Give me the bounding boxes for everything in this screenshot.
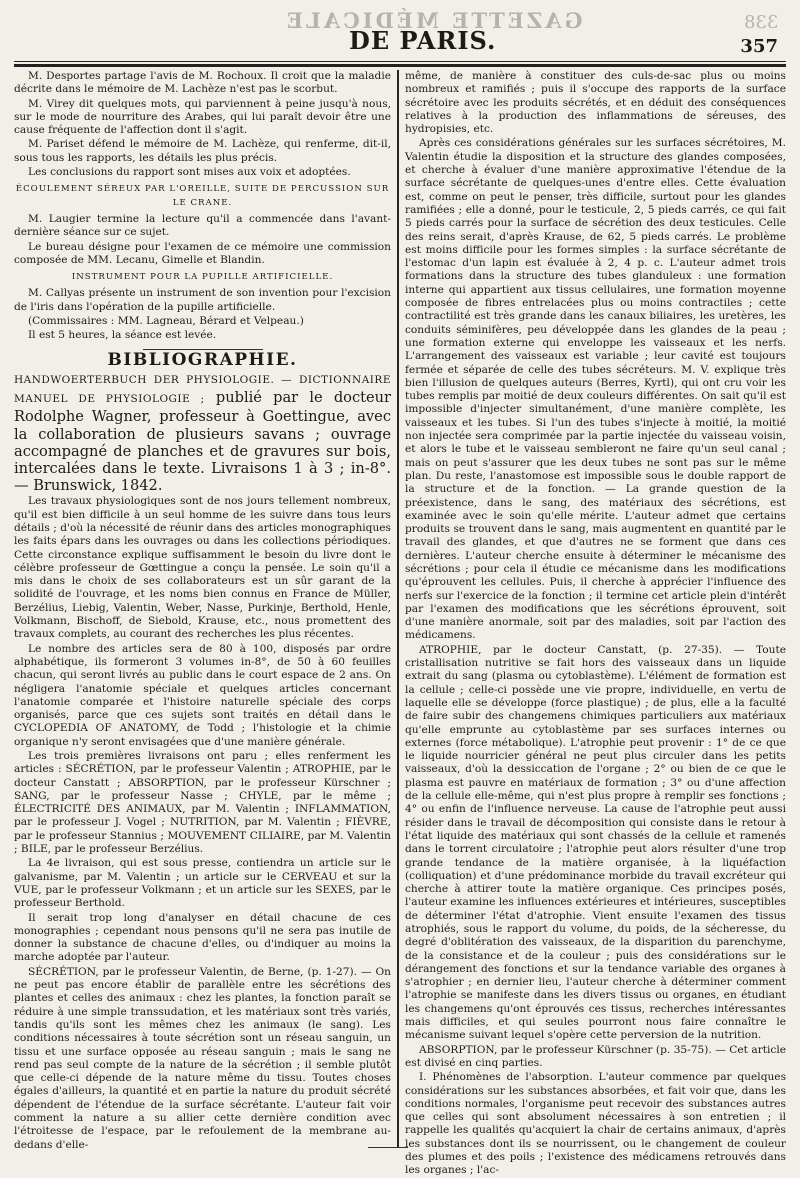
page-number: 357 [740,36,778,57]
paragraph: Les conclusions du rapport sont mises aux voix et adoptées. [28,166,351,179]
paragraph: ATROPHIE, par le docteur Canstatt, (p. 27-35). — Toute cristallisation nutritive se fait hors des vaisseaux dans un liquide extrait du sang (plasma ou cytoblastème). L'élément de formation est la cellule ; celle-ci possède une vie propre, individuelle, en vertu de laquelle elle se développe (force plastique) ; de plus, elle a la faculté de faire subir des changemens chimiques particuliers aux matériaux qu'elle emprunte au cytoblastème par ses surfaces internes ou externes (force métabolique). L'atrophie peut provenir : 1° de ce que le liquide nourricier général ne peut plus circuler dans les petits vaisseaux, d'où la dessiccation de l'organe ; 2° ou bien de ce que le plasma est pauvre en matériaux de formation ; 3° ou d'une affection de la cellule elle-même, qui n'est plus propre à remplir ses fonctions ; 4° ou enfin de l'influence nerveuse. La cause de l'atrophie peut aussi résider dans le travail de décomposition qui consiste dans le retour à l'état liquide des matériaux qui sont chassés de la cellule et ramenés dans le torrent circulatoire ; l'atrophie peut alors résulter d'une trop grande tendance de la matière organisée, à la liquéfaction (colliquation) et d'une prédominance morbide du travail excréteur qui cherche à attirer toute la matière organique. Ces principes posés, l'auteur examine les influences extérieures et intérieures, susceptibles de déterminer l'état d'atrophie. Vient ensuite l'examen des tissus atrophiés, sous le rapport du volume, du poids, de la sécheresse, du degré d'oblitération des vaisseaux, de la disparition du parenchyme, de la consistance et de la couleur ; puis des considérations sur le dérangement des fonctions et sur la tendance variable des organes à s'atrophier ; en dernier lieu, l'auteur cherche à déterminer comment l'atrophie se manifeste dans les divers tissus ou organes, en étudiant les changemens qu'ont éprouvés ces tissus, recherches intéressantes mais difficiles, et qui seules pourront nous faire connaître le mécanisme suivant lequel s'opère cette perversion de la nutrition. [405,643,786,1042]
paragraph: SÉCRÉTION, par le professeur Valentin, de Berne, (p. 1-27). — On ne peut pas encore établir de parallèle entre les sécrétions des plantes et celles des animaux : chez les plantes, la fonction paraît se réduire à une simple transsudation, et les matériaux sont très variés, tandis qu'ils sont les mêmes chez les animaux (le sang). Les conditions nécessaires à toute sécrétion sont un réseau sanguin, un tissu et une surface opposée au réseau sanguin ; mais le sang ne rend pas seul compte de la nature de la sécrétion ; il semble plutôt que celle-ci dépende de la nature même du tissu. Toutes choses égales d'ailleurs, la quantité et en partie la nature du produit sécrété dépendent de l'étendue de la surface sécrétante. L'auteur fait voir comment la nature a su allier cette dernière condition avec l'étroitesse de l'espace, par le refoulement de la membrane au-dedans d'elle- [14,965,391,1151]
paragraph: M. Laugier termine la lecture qu'il a commencée dans l'avant-dernière séance sur ce sujet. [14,212,391,239]
paragraph: M. Desportes partage l'avis de M. Rochoux. Il croit que la maladie décrite dans le mémoire de M. Lachèze n'est pas le scorbut. [14,70,391,96]
section-subheading: ÉCOULEMENT SÉREUX PAR L'OREILLE, SUITE DE PERCUSSION SUR LE CRANE. [15,184,390,208]
header-rule [14,61,786,67]
bleed-through-page-number: 338 [743,12,778,33]
footer-rule [368,1147,408,1148]
paragraph: Les travaux physiologiques sont de nos jours tellement nombreux, qu'il est bien difficile à un seul homme de les suivre dans tous leurs détails ; d'où la nécessité de réunir dans des articles monographiques les faits épars dans les ouvrages ou dans les collections périodiques. Cette circonstance explique suffisamment le besoin du livre dont le célèbre professeur de Gœttingue a conçu la pensée. Le soin qu'il a mis dans le choix de ses collaborateurs est un sûr garant de la solidité de l'ouvrage, et les noms bien connus en France de Müller, Berzélius, Liebig, Valentin, Weber, Nasse, Purkinje, Berthold, Henle, Volkmann, Bischoff, de Siebold, Krause, etc., nous promettent des travaux complets, au courant des recherches les plus récentes. [14,495,391,641]
paragraph: Après ces considérations générales sur les surfaces sécrétoires, M. Valentin étudie la disposition et la structure des glandes composées, et cherche à évaluer d'une manière approximative l'étendue de la surface sécrétante de quelques-unes d'entre elles. Cette évaluation est, comme on peut le penser, très difficile, surtout pour les glandes ramifiées ; elle a donné, pour le testicule, 2, 5 pieds carrés, ce qui fait 5 pieds carrés pour la surface de sécrétion des deux testicules. Celle des reins serait, d'après Krause, de 62, 5 pieds carrés. Le problème est moins difficile pour les formes simples : la surface sécrétante de l'estomac d'un lapin est évaluée à 2, 4 p. c. L'auteur admet trois formations dans la structure des tubes glanduleux : une formation interne qui appartient aux tissus cellulaires, une formation moyenne composée de fibres entrelacées plus ou moins contractiles ; cette contractilité est très grande dans les canaux biliaires, les uretères, les conduits séminifères, peu développée dans les glandes de la peau ; une formation externe qui enveloppe les vaisseaux et les nerfs. L'arrangement des vaisseaux est variable ; leur cavité est toujours fermée et séparée de celle des tubes sécréteurs. M. V. explique très bien l'illusion de quelques auteurs (Berres, Kyrtl), qui ont cru voir les tubes remplis par moitié de deux couleurs différentes. On sait qu'il est impossible d'injecter simultanément, d'une manière complète, les vaisseaux et les tubes. Si l'un des tubes s'injecte à moitié, la moitié non injectée sera comprimée par la partie injectée du vaisseau voisin, et alors le tube et le vaisseau sembleront ne faire qu'un seul canal ; mais on peut s'assurer que les deux tubes ne sont pas sur le même plan. Du reste, l'anastomose est impossible sous le double rapport de la structure et de la fonction. — La grande question de la préexistence, dans le sang, des matériaux des sécrétions, est examinée avec le soin qu'elle mérite. L'auteur admet que certains produits se trouvent dans le sang, mais augmentent en quantité par le travail des glandes, et que d'autres ne se forment que dans ces dernières. L'auteur cherche ensuite à déterminer le mécanisme des sécrétions ; pour cela il étudie ce mécanisme dans les modifications qu'éprouvent les cellules. Puis, il cherche à apprécier l'influence des nerfs sur l'exercice de la fonction ; il termine cet article plein d'intérêt par l'examen des modifications que les sécrétions éprouvent, soit d'une manière anormale, soit par des maladies, soit par l'action des médicamens. [405,137,786,642]
paragraph: Il est 5 heures, la séance est levée. [28,329,217,342]
paragraph: (Commissaires : MM. Lagneau, Bérard et Velpeau.) [28,315,304,328]
journal-title: DE PARIS. [349,26,497,55]
paragraph: Il serait trop long d'analyser en détail chacune de ces monographies ; cependant nous pensons qu'il ne sera pas inutile de donner la substance de chacune d'elles, ou d'indiquer au moins la marche adoptée par l'auteur. [14,911,391,964]
paragraph: même, de manière à constituer des culs-de-sac plus ou moins nombreux et ramifiés ; puis il s'occupe des rapports de la surface sécrétoire avec les produits sécrétés, et en déduit des conséquences relatives à la production des inflammations de séreuses, des hydropisies, etc. [405,70,786,136]
paragraph: Les trois premières livraisons ont paru ; elles renferment les articles : SÉCRÉTION, par le professeur Valentin ; ATROPHIE, par le docteur Canstatt ; ABSORPTION, par le professeur Kürschner ; SANG, par le professeur Nasse ; CHYLE, par le même ; ÉLECTRICITÉ DES ANIMAUX, par M. Valentin ; INFLAMMATION, par le professeur J. Vogel ; NUTRITION, par M. Valentin ; FIÈVRE, par le professeur Stannius ; MOUVEMENT CILIAIRE, par M. Valentin ; BILE, par le professeur Berzélius. [14,750,391,856]
book-title [14,370,391,494]
page-header [14,6,786,56]
book-title-details: publié par le docteur Rodolphe Wagner, professeur à Goettingue, avec la collaboration de plusieurs savans ; ouvrage accompagné de planches et de gravures sur bois, intercalées dans le texte. Livraisons 1 à 3 ; in-8°. — Brunswick, 1842. [14,389,392,495]
bibliography-heading: BIBLIOGRAPHIE. [107,349,298,370]
book-title-caps: HANDWOERTERBUCH DER PHYSIOLOGIE. — DICTIONNAIRE MANUEL DE PHYSIOLOGIE ; [14,373,391,406]
paragraph: I. Phénomènes de l'absorption. L'auteur commence par quelques considérations sur les substances absorbées, et fait voir que, dans les conditions normales, l'organisme peut recevoir des substances autres que celles qui sont absolument nécessaires à son entretien ; il rappelle les qualités qu'acquiert la chair de certains animaux, d'après les substances dont ils se nourrissent, ou le changement de couleur des plumes et des poils ; l'existence des médicamens retrouvés dans les organes ; l'ac- [405,1071,786,1177]
paragraph: M. Callyas présente un instrument de son invention pour l'excision de l'iris dans l'opération de la pupille artificielle. [14,287,391,313]
left-column [14,70,391,1152]
bleed-through-title: GAZETTE MÉDICALE [284,8,583,33]
section-subheading: INSTRUMENT POUR LA PUPILLE ARTIFICIELLE. [71,272,334,283]
paragraph: ABSORPTION, par le professeur Kürschner (p. 35-75). — Cet article est divisé en cinq parties. [405,1043,786,1069]
paragraph: Le bureau désigne pour l'examen de ce mémoire une commission composée de MM. Lecanu, Gimelle et Blandin. [14,240,391,266]
paragraph: La 4e livraison, qui est sous presse, contiendra un article sur le galvanisme, par M. Valentin ; un article sur le CERVEAU et sur la VUE, par le professeur Volkmann ; et un article sur les SEXES, par le professeur Berthold. [14,857,391,910]
right-column [405,70,786,1177]
paragraph: M. Virey dit quelques mots, qui parviennent à peine jusqu'à nous, sur le mode de nourriture des Arabes, qui lui paraît devoir être une cause fréquente de l'affection dont il s'agit. [14,97,391,137]
column-divider [397,70,399,1148]
paragraph: M. Pariset défend le mémoire de M. Lachèze, qui renferme, dit-il, sous tous les rapports, les détails les plus précis. [14,138,391,164]
paragraph: Le nombre des articles sera de 80 à 100, disposés par ordre alphabétique, ils formeront 3 volumes in-8°, de 50 à 60 feuilles chacun, qui seront livrés au public dans le court espace de 2 ans. On négligera l'anatomie spéciale et quelques articles concernant l'anatomie comparée et l'histoire naturelle spéciale des corps organisés, parce que ces sujets sont traités en détail dans le CYCLOPEDIA OF ANATOMY, de Todd ; l'histologie et la chimie organique n'y seront envisagées que d'une manière générale. [14,642,391,748]
